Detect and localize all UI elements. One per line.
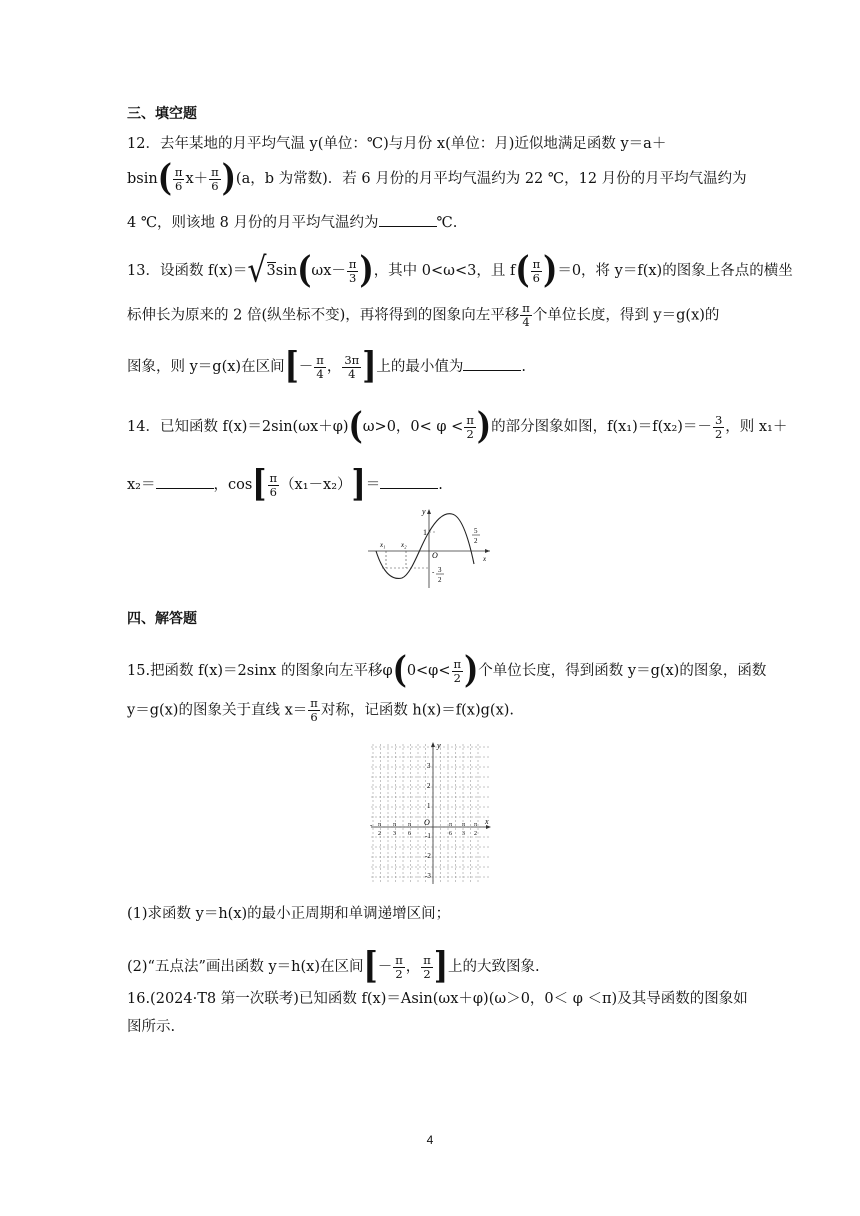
q15-coordinate-grid [369, 740, 495, 886]
left-bracket: [ [363, 945, 378, 988]
xtick-2: 2 [474, 831, 477, 837]
q13-line1 [127, 249, 793, 292]
q14-text: x₂＝ [127, 477, 156, 493]
page-number: 4 [426, 1133, 434, 1147]
q15-part1: (1)求函数 y＝h(x)的最小正周期和单调递增区间； [127, 906, 451, 922]
y-axis-arrow [431, 742, 435, 747]
right-paren: ) [221, 157, 236, 200]
answer-blank[interactable] [379, 212, 437, 227]
q15-text: y＝g(x)的图象关于直线 x＝ [127, 702, 308, 719]
sin: sin [275, 263, 298, 279]
left-paren: ( [392, 649, 407, 692]
answer-blank[interactable] [156, 474, 214, 489]
right-paren: ) [359, 249, 374, 292]
xtick-pi: π [474, 822, 478, 828]
q14-text: 的部分图象如图，f(x₁)＝f(x₂)＝－ [491, 419, 712, 435]
left-paren: ( [515, 249, 530, 292]
section-heading-fill-blank: 三、填空题 [127, 106, 197, 122]
right-paren: ) [464, 649, 479, 692]
fraction: $\frac{\pi}{3}$ [348, 256, 357, 285]
ytick-3: 3 [427, 762, 431, 770]
q15-text: 上的大致图象. [448, 959, 540, 975]
xtick-2: 2 [378, 831, 381, 837]
q15-line1 [127, 649, 767, 692]
fraction: $\frac{\pi}{2}$ [423, 952, 431, 981]
minus: － [377, 959, 393, 975]
five-half-den: 2 [474, 537, 478, 545]
condition: 0<φ< [406, 663, 451, 679]
period: . [438, 477, 443, 493]
left-paren: ( [297, 249, 312, 292]
fraction: $\frac{\pi}{6}$ [310, 696, 318, 724]
q14-text: 14．已知函数 f(x)＝2sin(ωx＋φ) [127, 419, 349, 435]
three-half-den: 2 [438, 576, 442, 584]
neg-sign: - [432, 568, 435, 576]
xtick-6: 6 [449, 831, 452, 837]
fraction: $\frac{\pi}{6}$ [269, 470, 278, 499]
sine-curve [376, 514, 474, 579]
fraction: $\frac{\pi}{2}$ [395, 952, 403, 981]
q15-text: 个单位长度，得到函数 y＝g(x)的图象，函数 [478, 663, 767, 679]
x1-label: x₁ [380, 541, 386, 549]
xtick-pi: π [449, 822, 453, 828]
fraction: $\frac{\pi}{2}$ [466, 412, 474, 441]
xtick-pi: π [408, 822, 412, 828]
fraction: $\frac{\pi}{2}$ [453, 656, 462, 685]
left-bracket: [ [252, 463, 267, 506]
condition: ω>0，0< φ < [362, 419, 464, 435]
comma: ， [405, 959, 421, 975]
q13-text: 图象，则 y＝g(x)在区间 [127, 359, 285, 375]
q12-line2-text: (a，b 为常数)．若 6 月份的月平均气温约为 22 ℃，12 月份的月平均气温约为 [235, 171, 747, 187]
y-axis-arrow [427, 509, 431, 514]
q13-text: 标伸长为原来的 2 倍(纵坐标不变)，再将得到的图象向左平移 [127, 307, 520, 324]
answer-blank[interactable] [463, 356, 521, 371]
q14-line1 [127, 405, 788, 448]
xtick-pi: π [378, 822, 382, 828]
q13-text: 个单位长度，得到 y＝g(x)的 [532, 307, 720, 324]
q12-line1: 12．去年某地的月平均气温 y(单位：℃)与月份 x(单位：月)近似地满足函数 y＝a＋ [127, 136, 667, 152]
right-bracket: ] [433, 945, 449, 988]
fraction: $\frac{\pi}{4}$ [522, 301, 530, 329]
tick-one: 1 [423, 528, 427, 537]
minus: － [298, 359, 314, 375]
q16-line2: 图所示. [127, 1019, 176, 1035]
right-bracket: ] [362, 345, 377, 388]
q12-line2 [127, 157, 747, 200]
right-paren: ) [543, 249, 558, 292]
x-axis-arrow [485, 549, 490, 553]
xtick-neg-sign: - [370, 821, 373, 829]
q12-line3 [127, 212, 457, 233]
q12-line3-text: 4 ℃，则该地 8 月份的月平均气温约为 [127, 215, 379, 231]
ytick-neg3: -3 [425, 872, 431, 880]
origin-label: O [432, 551, 438, 560]
fraction: $\frac{\pi}{6}$ [174, 164, 183, 193]
ytick-1: 1 [427, 802, 431, 810]
q12-x: x＋ [185, 171, 209, 187]
period: . [521, 359, 527, 375]
fraction: $\frac{3\pi}{4}$ [344, 352, 360, 381]
ytick-2: 2 [427, 782, 431, 790]
q13-line3 [127, 345, 527, 388]
q14-sine-graph [366, 506, 496, 590]
omega-x: ωx－ [311, 263, 346, 279]
q14-line2 [127, 463, 443, 506]
answer-blank[interactable] [380, 474, 438, 489]
x-label: x [483, 555, 487, 563]
right-bracket: ] [351, 463, 366, 506]
q15-text: 15.把函数 f(x)＝2sinx 的图象向左平移φ [127, 663, 393, 679]
ytick-neg2: -2 [425, 852, 431, 860]
q15-text: 对称，记函数 h(x)＝f(x)g(x). [320, 702, 515, 719]
q13-text: ＝0，将 y＝f(x)的图象上各点的横坐 [557, 263, 793, 279]
q15-line2 [127, 697, 514, 724]
xtick-3: 3 [462, 831, 465, 837]
three-half-num: 3 [438, 566, 442, 574]
q14-text: ，则 x₁＋ [725, 419, 788, 435]
fraction: $\frac{\pi}{4}$ [316, 352, 324, 381]
q15-part2 [127, 945, 540, 988]
left-paren: ( [348, 405, 363, 448]
fraction: $\frac{\pi}{6}$ [211, 164, 219, 193]
xtick-3: 3 [393, 831, 396, 837]
x2-label: x₂ [401, 541, 407, 549]
fraction: $\frac{3}{2}$ [714, 412, 723, 441]
x-label: x [485, 817, 489, 826]
sqrt-radicand: 3 [266, 263, 276, 279]
q14-text: ，cos [213, 477, 253, 493]
fraction: $\frac{\pi}{6}$ [532, 256, 541, 285]
xtick-6: 6 [408, 831, 411, 837]
q12-unit: ℃. [436, 215, 458, 231]
q13-text: ，其中 0<ω<3，且 f [373, 263, 516, 279]
xtick-pi: π [462, 822, 466, 828]
q15-text: (2)“五点法”画出函数 y＝h(x)在区间 [127, 959, 364, 975]
x1-minus-x2: （x₁－x₂） [280, 477, 352, 493]
origin-label: O [424, 818, 430, 827]
y-label: y [437, 741, 441, 750]
y-label: y [422, 507, 426, 516]
q12-bsin: bsin [127, 171, 158, 187]
ytick-neg1: -1 [425, 832, 431, 840]
equals: ＝ [365, 477, 381, 493]
section-heading-solve: 四、解答题 [127, 611, 197, 627]
right-paren: ) [476, 405, 492, 448]
comma: ， [326, 359, 342, 375]
xtick-pi: π [393, 822, 397, 828]
left-paren: ( [157, 157, 172, 200]
q13-line2 [127, 302, 719, 329]
q13-text: 13．设函数 f(x)＝ [127, 263, 248, 279]
left-bracket: [ [284, 345, 299, 388]
sqrt-sign: √ [247, 250, 267, 291]
five-half-num: 5 [474, 527, 478, 535]
q16-line1: 16.(2024·T8 第一次联考)已知函数 f(x)＝Asin(ωx＋φ)(ω＞0，0＜ φ ＜π)及其导函数的图象如 [127, 991, 748, 1007]
q13-text: 上的最小值为 [376, 359, 464, 375]
